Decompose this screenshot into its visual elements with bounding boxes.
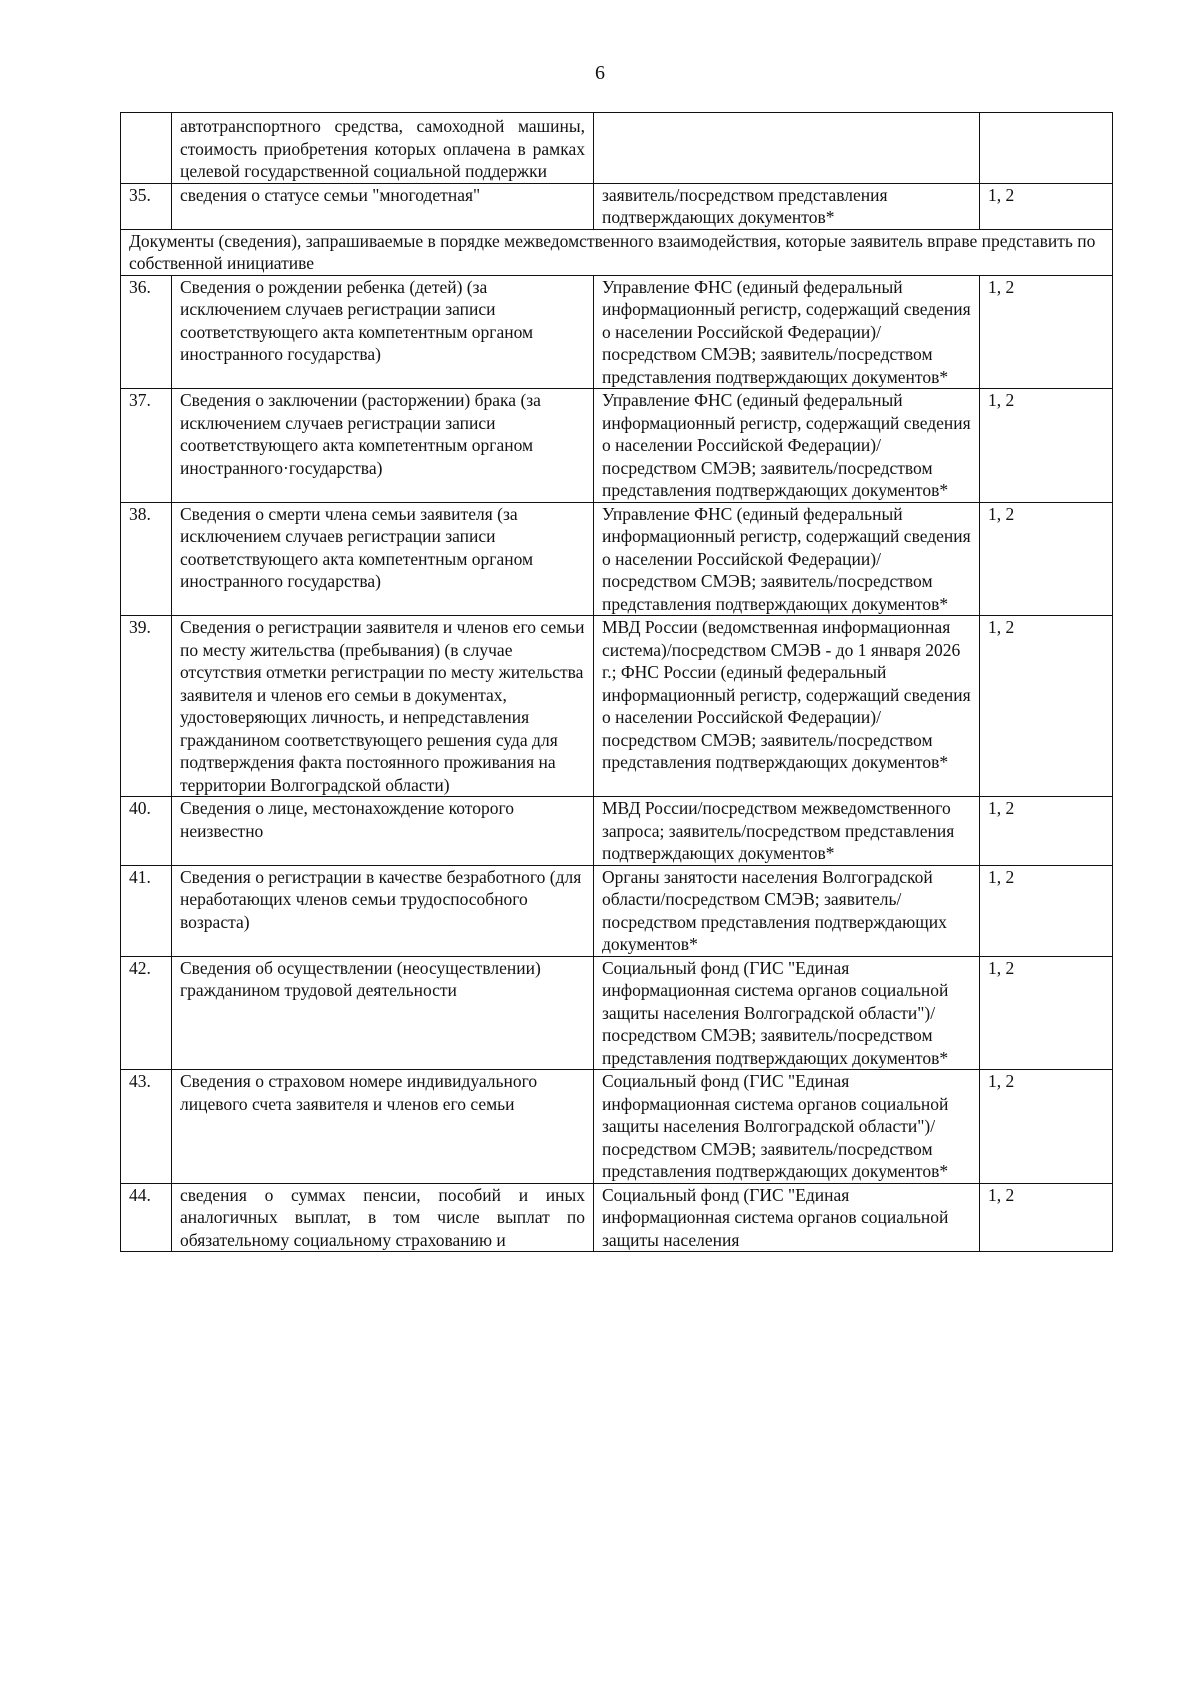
- row-source: Социальный фонд (ГИС "Единая информационная система органов социальной защиты населения: [594, 1183, 980, 1252]
- table-row: [121, 616, 1113, 797]
- row-source: Управление ФНС (единый федеральный информационный регистр, содержащий сведения о населении Российской Федерации)/посредством СМЭВ; заявитель/посредством представления подтверждающих документов*: [594, 502, 980, 616]
- row-name: Сведения о страховом номере индивидуального лицевого счета заявителя и членов его семьи: [172, 1070, 594, 1184]
- row-source: Социальный фонд (ГИС "Единая информационная система органов социальной защиты населения Волгоградской области")/посредством СМЭВ; заявитель/посредством представления подтверждающих документов*: [594, 1070, 980, 1184]
- table-row-continuation: [121, 113, 1113, 184]
- row-codes: 1, 2: [980, 616, 1113, 797]
- row-codes: 1, 2: [980, 275, 1113, 389]
- row-source: МВД России (ведомственная информационная система)/посредством СМЭВ - до 1 января 2026 г.; ФНС России (единый федеральный информационный регистр, содержащий сведения о населении Российской Федерации)/посредством СМЭВ; заявитель/посредством представления подтверждающих документов*: [594, 616, 980, 797]
- table-row: [121, 502, 1113, 616]
- row-codes: 1, 2: [980, 956, 1113, 1070]
- section-heading-row: [121, 229, 1113, 275]
- table-row: [121, 797, 1113, 866]
- row-codes: 1, 2: [980, 502, 1113, 616]
- row-number: 40.: [121, 797, 172, 866]
- row-number: 44.: [121, 1183, 172, 1252]
- row-name: Сведения о смерти члена семьи заявителя (за исключением случаев регистрации записи соответствующего акта компетентным органом иностранного государства): [172, 502, 594, 616]
- row-name: Сведения о рождении ребенка (детей) (за исключением случаев регистрации записи соответствующего акта компетентным органом иностранного государства): [172, 275, 594, 389]
- row-codes: 1, 2: [980, 389, 1113, 503]
- row-number: 41.: [121, 865, 172, 956]
- row-codes: 1, 2: [980, 797, 1113, 866]
- row-number: 38.: [121, 502, 172, 616]
- row-source: МВД России/посредством межведомственного запроса; заявитель/посредством представления подтверждающих документов*: [594, 797, 980, 866]
- row-name: сведения о суммах пенсии, пособий и иных аналогичных выплат, в том числе выплат по обязательному социальному страхованию и: [172, 1183, 594, 1252]
- row-source: Органы занятости населения Волгоградской области/посредством СМЭВ; заявитель/посредством представления подтверждающих документов*: [594, 865, 980, 956]
- row-number: 43.: [121, 1070, 172, 1184]
- row-number: 42.: [121, 956, 172, 1070]
- row-number: 35.: [121, 183, 172, 229]
- row-name: Сведения об осуществлении (неосуществлении) гражданином трудовой деятельности: [172, 956, 594, 1070]
- row-codes-cell: [980, 113, 1113, 184]
- row-name: Сведения о регистрации заявителя и членов его семьи по месту жительства (пребывания) (в случае отсутствия отметки регистрации по месту жительства заявителя и членов его семьи в документах, удостоверяющих личность, и непредставления гражданином соответствующего решения суда для подтверждения факта постоянного проживания на территории Волгоградской области): [172, 616, 594, 797]
- table-row: [121, 956, 1113, 1070]
- page-number: 6: [595, 62, 605, 84]
- row-codes: 1, 2: [980, 1070, 1113, 1184]
- rows-body: [121, 275, 1113, 1183]
- row-source: Социальный фонд (ГИС "Единая информационная система органов социальной защиты населения Волгоградской области")/посредством СМЭВ; заявитель/посредством представления подтверждающих документов*: [594, 956, 980, 1070]
- row-number: 39.: [121, 616, 172, 797]
- row-name: Сведения о регистрации в качестве безработного (для неработающих членов семьи трудоспособного возраста): [172, 865, 594, 956]
- row-name: Сведения о заключении (расторжении) брака (за исключением случаев регистрации записи соответствующего акта компетентным органом иностранного·государства): [172, 389, 594, 503]
- row-codes: 1, 2: [980, 183, 1113, 229]
- row-number: 37.: [121, 389, 172, 503]
- row-name: сведения о статусе семьи "многодетная": [172, 183, 594, 229]
- table-row-truncated: [121, 1183, 1113, 1252]
- table-row: [121, 275, 1113, 389]
- table-row: [121, 183, 1113, 229]
- row-source: Управление ФНС (единый федеральный информационный регистр, содержащий сведения о населении Российской Федерации)/посредством СМЭВ; заявитель/посредством представления подтверждающих документов*: [594, 275, 980, 389]
- table-row: [121, 1070, 1113, 1184]
- documents-table: [120, 112, 1113, 1252]
- row-codes: 1, 2: [980, 1183, 1113, 1252]
- table-row: [121, 865, 1113, 956]
- section-heading: Документы (сведения), запрашиваемые в порядке межведомственного взаимодействия, которые заявитель вправе представить по собственной инициативе: [121, 229, 1113, 275]
- row-name: Сведения о лице, местонахождение которого неизвестно: [172, 797, 594, 866]
- row-source: Управление ФНС (единый федеральный информационный регистр, содержащий сведения о населении Российской Федерации)/посредством СМЭВ; заявитель/посредством представления подтверждающих документов*: [594, 389, 980, 503]
- row-source-cell: [594, 113, 980, 184]
- row-source: заявитель/посредством представления подтверждающих документов*: [594, 183, 980, 229]
- row-number: 36.: [121, 275, 172, 389]
- row-name-cell: автотранспортного средства, самоходной машины, стоимость приобретения которых оплачена в рамках целевой государственной социальной поддержки: [172, 113, 594, 184]
- table-row: [121, 389, 1113, 503]
- row-codes: 1, 2: [980, 865, 1113, 956]
- row-number-cell: [121, 113, 172, 184]
